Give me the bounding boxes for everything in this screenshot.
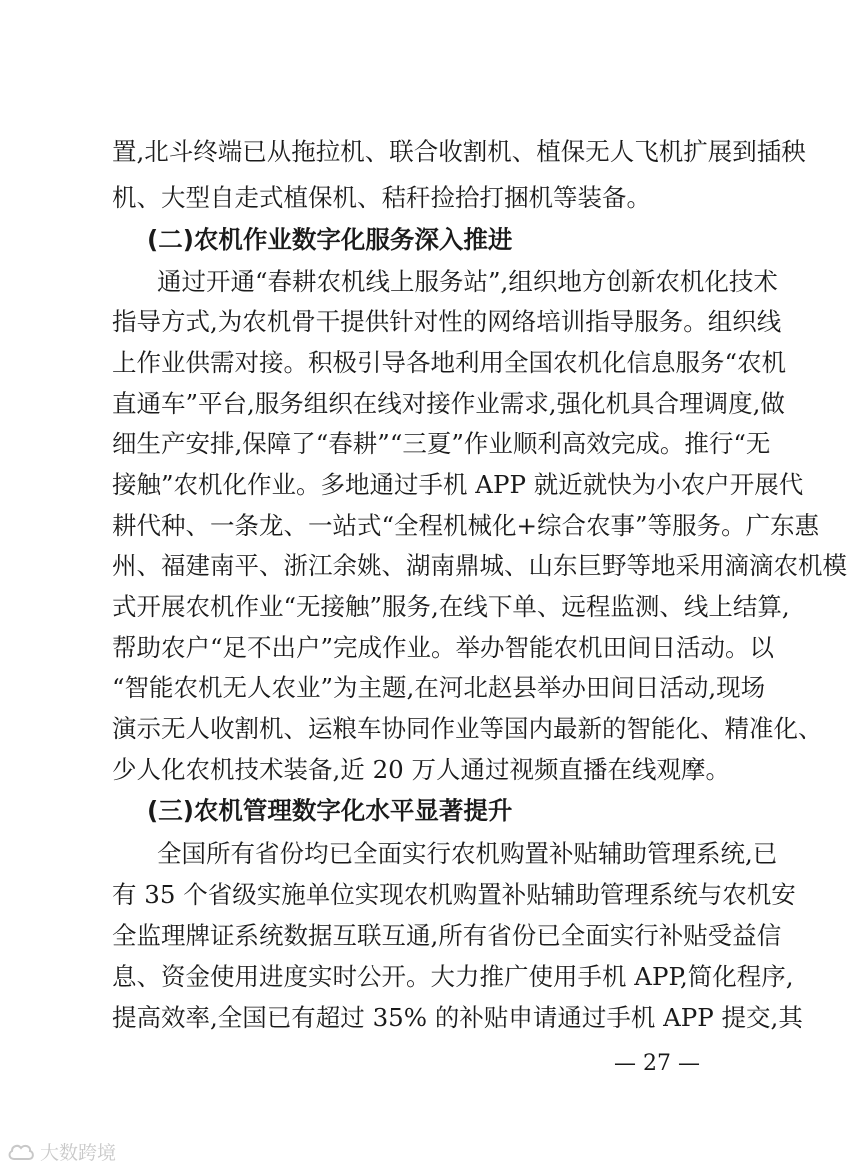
paragraph-line: “智能农机无人农业”为主题,在河北赵县举办田间日活动,现场	[112, 673, 766, 702]
paragraph-line: 置,北斗终端已从拖拉机、联合收割机、植保无人飞机扩展到插秧	[112, 137, 806, 166]
watermark	[6, 1138, 116, 1165]
paragraph-line: 式开展农机作业“无接触”服务,在线下单、远程监测、线上结算,	[112, 592, 790, 621]
paragraph-line: 接触”农机化作业。多地通过手机 APP 就近就快为小农户开展代	[112, 470, 804, 499]
paragraph-line: 上作业供需对接。积极引导各地利用全国农机化信息服务“农机	[112, 348, 787, 377]
page-number: — 27 —	[614, 1051, 700, 1076]
paragraph-line: 少人化农机技术装备,近 20 万人通过视频直播在线观摩。	[112, 755, 731, 784]
cloud-logo-icon	[6, 1141, 36, 1163]
paragraph-line: 全监理牌证系统数据互联互通,所有省份已全面实行补贴受益信	[112, 921, 782, 950]
paragraph-line: 耕代种、一条龙、一站式“全程机械化+综合农事”等服务。广东惠	[112, 511, 820, 540]
section-heading: (二)农机作业数字化服务深入推进	[147, 225, 513, 254]
paragraph-line: 指导方式,为农机骨干提供针对性的网络培训指导服务。组织线	[112, 307, 782, 336]
paragraph-line: 提高效率,全国已有超过 35% 的补贴申请通过手机 APP 提交,其	[112, 1003, 803, 1032]
paragraph-line: 演示无人收割机、运粮车协同作业等国内最新的智能化、精准化、	[112, 714, 823, 743]
paragraph-line: 息、资金使用进度实时公开。大力推广使用手机 APP,简化程序,	[112, 962, 794, 991]
paragraph-line: 机、大型自走式植保机、秸秆捡拾打捆机等装备。	[112, 183, 651, 212]
paragraph-line: 州、福建南平、浙江余姚、湖南鼎城、山东巨野等地采用滴滴农机模	[112, 551, 847, 580]
watermark-text: 大数跨境	[40, 1142, 117, 1164]
paragraph-line: 通过开通“春耕农机线上服务站”,组织地方创新农机化技术	[157, 267, 778, 296]
paragraph-line: 全国所有省份均已全面实行农机购置补贴辅助管理系统,已	[157, 839, 778, 868]
paragraph-line: 帮助农户“足不出户”完成作业。举办智能农机田间日活动。以	[112, 633, 775, 662]
paragraph-line: 直通车”平台,服务组织在线对接作业需求,强化机具合理调度,做	[112, 389, 785, 418]
paragraph-line: 有 35 个省级实施单位实现农机购置补贴辅助管理系统与农机安	[112, 880, 796, 909]
paragraph-line: 细生产安排,保障了“春耕”“三夏”作业顺利高效完成。推行“无	[112, 429, 771, 458]
section-heading: (三)农机管理数字化水平显著提升	[147, 796, 513, 825]
